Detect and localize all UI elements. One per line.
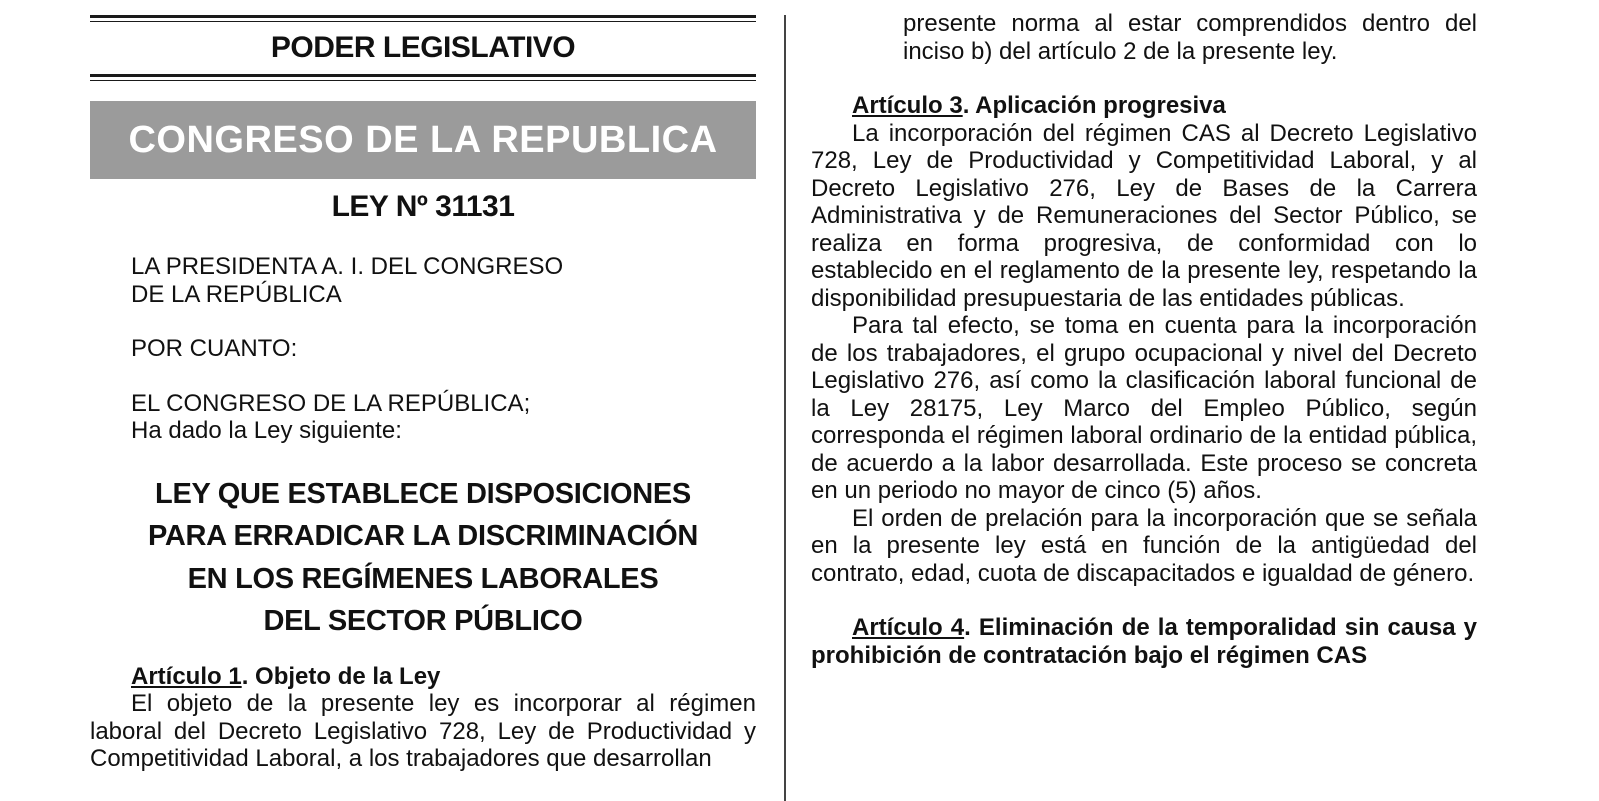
continuation-text: presente norma al estar comprendidos dentro del inciso b) del artículo 2 de la presente ley. [903,10,1477,65]
section-title: PODER LEGISLATIVO [270,31,576,64]
article-3-paragraph-1: La incorporación del régimen CAS al Decreto Legislativo 728, Ley de Productividad y Competitividad Laboral, y al Decreto Legislativo 276, Ley de Bases de la Carrera Administrativa y de Remuneraciones del Sector Público, se realiza en forma progresiva, de conformidad con lo establecido en el reglamento de la presente ley, respetando la disponibilidad presupuestaria de las entidades públicas. [811,119,1477,312]
article-3-heading [811,92,1477,120]
bottom-double-rule [90,74,756,81]
presidenta-line-2: DE LA REPÚBLICA [131,280,342,308]
article-1-text: El objeto de la presente ley es incorporar al régimen laboral del Decreto Legislativo 728, Ley de Productividad y Competitividad Laboral, a los trabajadores que desarrollan [90,690,756,772]
intro-block [90,253,756,445]
article-1-title: . Objeto de la Ley [241,662,441,690]
column-divider [784,15,786,801]
article-4-label: Artículo 4 [852,614,965,641]
law-title-line-2: PARA ERRADICAR LA DISCRIMINACIÓN [148,520,698,552]
article-3-paragraph-2: Para tal efecto, se toma en cuenta para la incorporación de los trabajadores, el grupo ocupacional y nivel del Decreto Legislativo 276, así como la clasificación laboral funcional de la Ley 28175, Ley Marco del Empleo Público, según corresponda el régimen laboral ordinario de la entidad pública, de acuerdo a la labor desarrollada. Este proceso se concreta en un periodo no mayor de cinco (5) años. [811,312,1477,504]
article-1-heading [90,663,756,691]
law-title-line-3: EN LOS REGÍMENES LABORALES [187,562,659,595]
article-4-heading [811,614,1477,669]
law-title [90,473,756,643]
law-title-line-1: LEY QUE ESTABLECE DISPOSICIONES [155,477,691,510]
article-3-title: . Aplicación progresiva [962,92,1226,119]
article-1-label: Artículo 1 [131,662,242,690]
ha-dado-line: Ha dado la Ley siguiente: [131,417,402,444]
por-cuanto: POR CUANTO: [131,335,298,362]
article-4-title: . Eliminación de la temporalidad sin causa y prohibición de contratación bajo el régimen CAS [811,614,1478,669]
left-column [90,15,756,773]
right-column [811,10,1477,669]
law-number: LEY Nº 31131 [331,190,515,223]
article-3-paragraph-3: El orden de prelación para la incorporación que se señala en la presente ley está en función de la antigüedad del contrato, edad, cuota de discapacitados e igualdad de género. [811,504,1477,587]
congress-band: CONGRESO DE LA REPUBLICA [90,101,756,179]
congreso-line: EL CONGRESO DE LA REPÚBLICA; [131,389,531,417]
article-3-label: Artículo 3 [852,92,963,119]
top-double-rule [90,15,756,22]
presidenta-line-1: LA PRESIDENTA A. I. DEL CONGRESO [131,253,564,280]
law-title-line-4: DEL SECTOR PÚBLICO [263,605,583,637]
